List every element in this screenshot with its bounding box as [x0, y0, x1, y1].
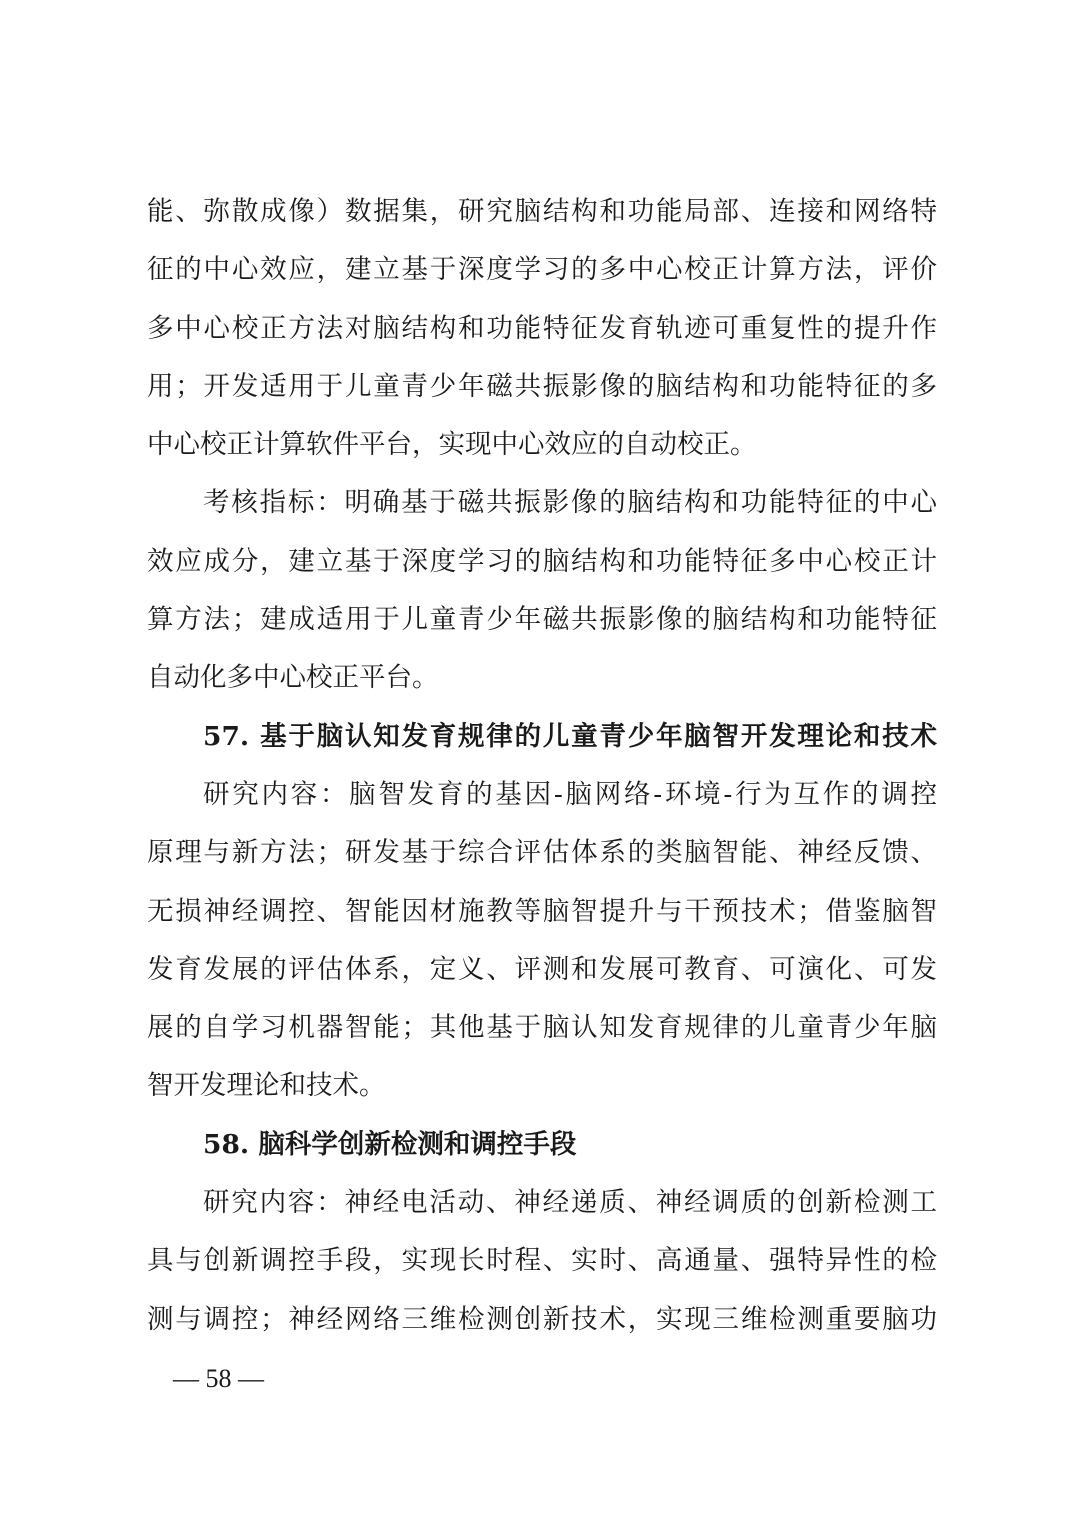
text-line: 展的自学习机器智能；其他基于脑认知发育规律的儿童青少年脑 — [147, 1012, 937, 1044]
document-body — [147, 190, 937, 1356]
text-line: 研究内容：脑智发育的基因-脑网络-环境-行为互作的调控 — [203, 778, 937, 810]
page-number: — 58 — — [173, 1364, 264, 1393]
text-line: 中心校正计算软件平台，实现中心效应的自动校正。 — [147, 429, 757, 461]
text-line: 用；开发适用于儿童青少年磁共振影像的脑结构和功能特征的多 — [147, 370, 937, 402]
section-heading: 57. 基于脑认知发育规律的儿童青少年脑智开发理论和技术 — [203, 720, 937, 752]
text-line: 无损神经调控、智能因材施教等脑智提升与干预技术；借鉴脑智 — [147, 895, 937, 927]
text-line: 算方法；建成适用于儿童青少年磁共振影像的脑结构和功能特征 — [147, 604, 937, 636]
text-line: 测与调控；神经网络三维检测创新技术，实现三维检测重要脑功 — [147, 1303, 937, 1335]
text-line: 效应成分，建立基于深度学习的脑结构和功能特征多中心校正计 — [147, 545, 937, 577]
text-line: 智开发理论和技术。 — [147, 1070, 386, 1102]
text-line: 考核指标：明确基于磁共振影像的脑结构和功能特征的中心 — [203, 487, 937, 519]
text-line: 多中心校正方法对脑结构和功能特征发育轨迹可重复性的提升作 — [147, 312, 937, 344]
text-line: 征的中心效应，建立基于深度学习的多中心校正计算方法，评价 — [147, 254, 937, 286]
text-line: 研究内容：神经电活动、神经递质、神经调质的创新检测工 — [203, 1187, 937, 1219]
section-heading: 58. 脑科学创新检测和调控手段 — [203, 1128, 577, 1160]
text-line: 发育发展的评估体系，定义、评测和发展可教育、可演化、可发 — [147, 953, 937, 985]
text-line: 自动化多中心校正平台。 — [147, 662, 439, 694]
text-line: 能、弥散成像）数据集，研究脑结构和功能局部、连接和网络特 — [147, 196, 937, 227]
text-line: 具与创新调控手段，实现长时程、实时、高通量、强特异性的检 — [147, 1245, 937, 1277]
text-line: 原理与新方法；研发基于综合评估体系的类脑智能、神经反馈、 — [147, 837, 937, 869]
